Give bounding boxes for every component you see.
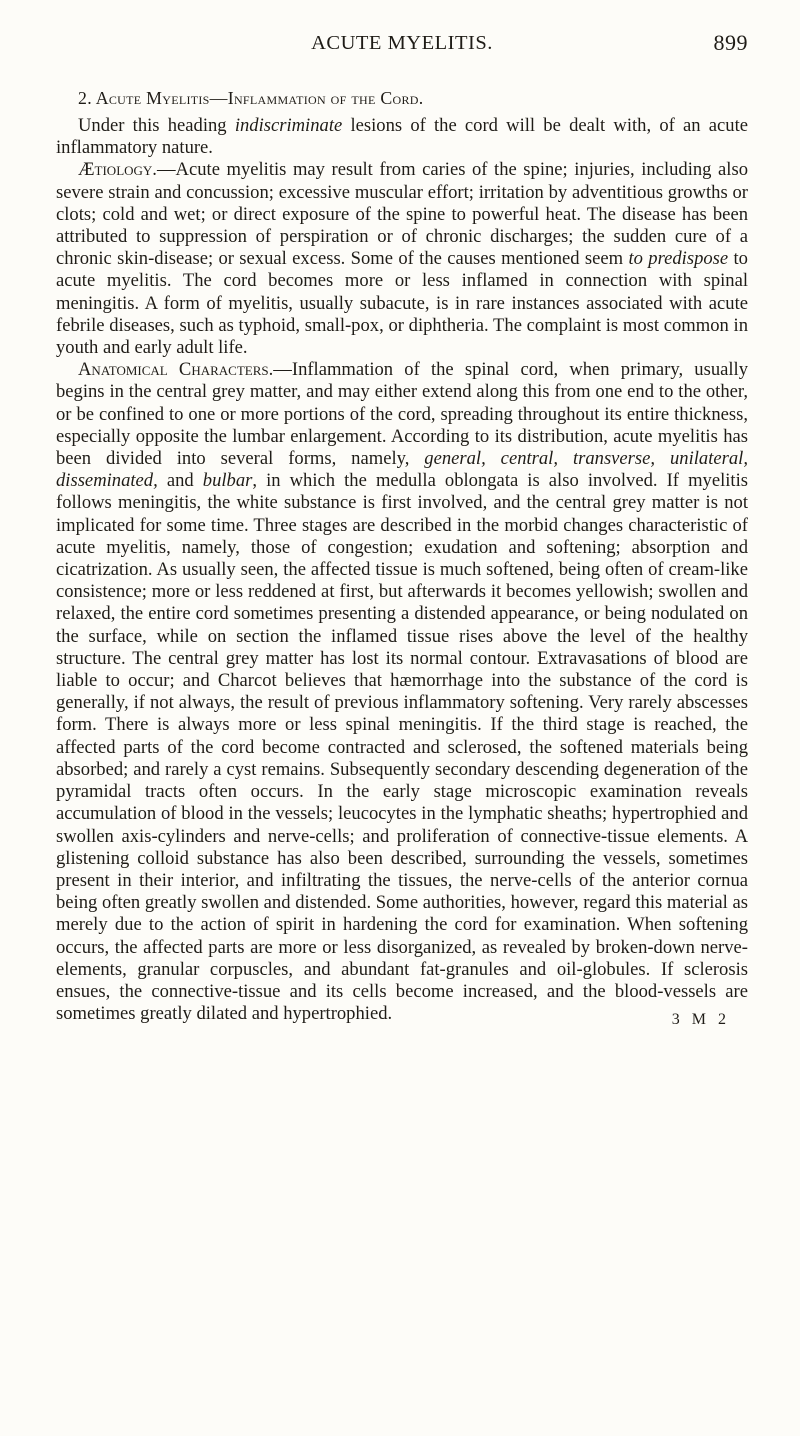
paragraph-intro — [56, 115, 748, 159]
anatomical-forms: general, central, transverse, unilateral, disseminated, — [56, 448, 748, 492]
aetiology-label: Ætiology. — [78, 159, 157, 181]
page-number: 899 — [713, 30, 748, 55]
anatomical-label: Anatomical Characters. — [78, 359, 274, 381]
anatomical-text-c: , in which the medulla oblongata is also involved. If myelitis follows meningitis, the white substance is first involved, and the central grey matter is not implicated for some time. Three stages are described in the morbid changes characteristic of acute myelitis, namely, those of congestion; exudation and softening; absorption and cicatrization. As usually seen, the affected tissue is much softened, being often of cream-like consistence; more or less reddened at first, but afterwards it becomes yellowish; swollen and relaxed, the entire cord sometimes presenting a distended appearance, or being nodulated on the surface, while on section the inflamed tissue rises above the level of the healthy structure. The central grey matter has lost its normal contour. Extravasations of blood are liable to occur; and Charcot believes that hæmorrhage into the substance of the cord is generally, if not always, the result of previous inflammatory softening. Very rarely abscesses form. There is always more or less spinal meningitis. If the third stage is reached, the affected parts of the cord become contracted and sclerosed, the softened materials being absorbed; and rarely a cyst remains. Subsequently secondary descending degeneration of the pyramidal tracts often occurs. In the early stage microscopic examination reveals accumulation of blood in the vessels; leucocytes in the lymphatic sheaths; hypertrophied and swollen axis-cylinders and nerve-cells; and proliferation of connective-tissue elements. A glistening colloid substance has also been described, surrounding the vessels, sometimes present in their interior, and infiltrating the tissues, the nerve-cells of the anterior cornua being often greatly swollen and distended. Some authorities, however, regard this material as merely due to the action of spirit in hardening the cord for examination. When softening occurs, the affected parts are more or less disorganized, as revealed by broken-down nerve-elements, granular corpuscles, and abundant fat-granules and oil-globules. If sclerosis ensues, the connective-tissue and its cells become increased, and the blood-vessels are sometimes greatly dilated and hypertrophied. — [56, 470, 748, 1025]
anatomical-text-a: —Inflammation of the spinal cord, when primary, usually begins in the central grey matter, and may either extend along this from one end to the other, or be confined to one or more portions of the cord, spreading throughout its entire thickness, especially opposite the lumbar enlargement. According to its distribution, acute myelitis has been divided into several forms, namely, — [56, 359, 748, 470]
anatomical-text-b: and — [157, 470, 203, 492]
running-title: ACUTE MYELITIS. — [311, 32, 493, 54]
body-text — [56, 115, 748, 1025]
signature-mark: 3 M 2 — [671, 1011, 730, 1029]
running-head — [56, 32, 748, 76]
paragraph-aetiology — [56, 159, 748, 359]
paragraph-anatomical — [56, 359, 748, 1025]
section-heading: 2. Acute Myelitis—Inflammation of the Cord. — [78, 88, 424, 108]
anatomical-bulbar: bulbar — [202, 470, 253, 492]
intro-text-b: lesions of the cord will be dealt with, of an acute inflammatory nature. — [56, 115, 748, 159]
aetiology-text-a: —Acute myelitis may result from caries of the spine; injuries, including also severe strain and concussion; excessive muscular effort; irritation by adventitious growths or clots; cold and wet; or direct exposure of the spine to powerful heat. The disease has been attributed to suppression of perspiration or of chronic discharges; the sudden cure of a chronic skin-disease; or sexual excess. Some of the causes mentioned seem — [56, 159, 748, 270]
intro-text-a: Under this heading — [78, 115, 235, 136]
intro-emphasis: indiscriminate — [234, 115, 343, 136]
aetiology-text-b: to acute myelitis. The cord becomes more or less inflamed in connection with spinal meningitis. A form of myelitis, usually subacute, is in rare instances associated with acute febrile diseases, such as typhoid, small-pox, or diphtheria. The complaint is most common in youth and early adult life. — [56, 248, 748, 359]
page — [56, 0, 748, 1029]
aetiology-emphasis: to predispose — [628, 248, 729, 270]
